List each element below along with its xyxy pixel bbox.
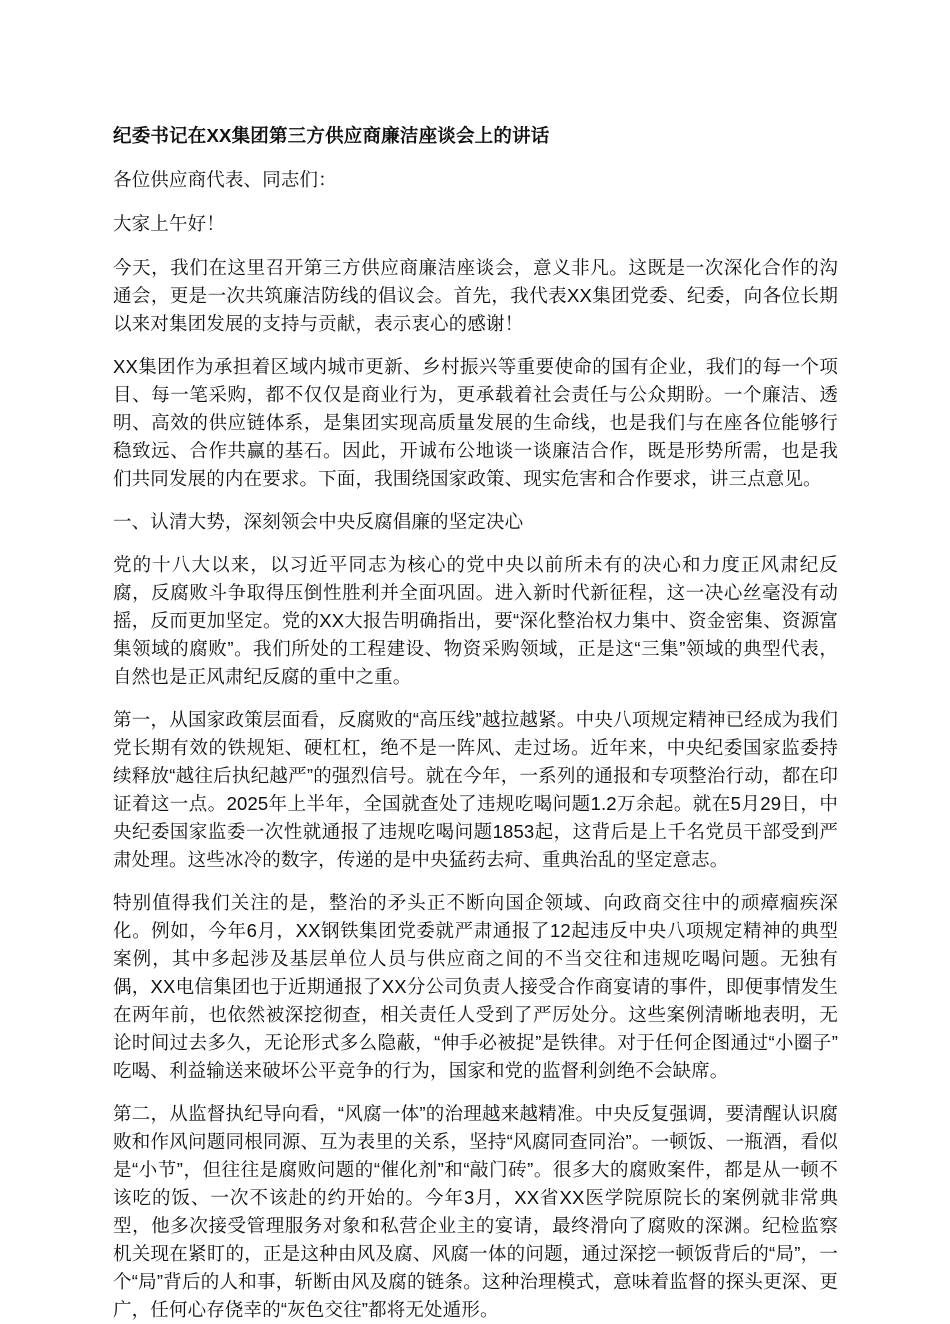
document-body bbox=[113, 254, 838, 1324]
document-title: 纪委书记在XX集团第三方供应商廉洁座谈会上的讲话 bbox=[113, 125, 550, 146]
body-paragraph: 今天，我们在这里召开第三方供应商廉洁座谈会，意义非凡。这既是一次深化合作的沟通会，更是一次共筑廉洁防线的倡议会。首先，我代表XX集团党委、纪委，向各位长期以来对集团发展的支持与贡献，表示衷心的感谢！ bbox=[113, 257, 838, 334]
body-paragraph: 特别值得我们关注的是，整治的矛头正不断向国企领域、向政商交往中的顽瘴痼疾深化。例如，今年6月，XX钢铁集团党委就严肃通报了12起违反中央八项规定精神的典型案例，其中多起涉及基层单位人员与供应商之间的不当交往和违规吃喝问题。无独有偶，XX电信集团也于近期通报了XX分公司负责人接受合作商宴请的事件，即便事情发生在两年前，也依然被深挖彻查，相关责任人受到了严厉处分。这些案例清晰地表明，无论时间过去多久，无论形式多么隐蔽，“伸手必被捉”是铁律。对于任何企图通过“小圈子”吃喝、利益输送来破坏公平竞争的行为，国家和党的监督利剑绝不会缺席。 bbox=[113, 892, 838, 1081]
salutation-line: 各位供应商代表、同志们： bbox=[113, 169, 337, 190]
body-paragraph: 第二，从监督执纪导向看，“风腐一体”的治理越来越精准。中央反复强调，要清醒认识腐败和作风问题同根同源、互为表里的关系，坚持“风腐同查同治”。一顿饭、一瓶酒，看似是“小节”，但往往是腐败问题的“催化剂”和“敲门砖”。很多大的腐败案件，都是从一顿不该吃的饭、一次不该赴的约开始的。今年3月，XX省XX医学院原院长的案例就非常典型，他多次接受管理服务对象和私营企业主的宴请，最终滑向了腐败的深渊。纪检监察机关现在紧盯的，正是这种由风及腐、风腐一体的问题，通过深挖一顿饭背后的“局”，一个“局”背后的人和事，斩断由风及腐的链条。这种治理模式，意味着监督的探头更深、更广，任何心存侥幸的“灰色交往”都将无处遁形。 bbox=[113, 1103, 838, 1320]
body-paragraph: 党的十八大以来，以习近平同志为核心的党中央以前所未有的决心和力度正风肃纪反腐，反腐败斗争取得压倒性胜利并全面巩固。进入新时代新征程，这一决心丝毫没有动摇，反而更加坚定。党的XX大报告明确指出，要“深化整治权力集中、资金密集、资源富集领域的腐败”。我们所处的工程建设、物资采购领域，正是这“三集”领域的典型代表，自然也是正风肃纪反腐的重中之重。 bbox=[113, 554, 838, 687]
body-paragraph: XX集团作为承担着区域内城市更新、乡村振兴等重要使命的国有企业，我们的每一个项目、每一笔采购，都不仅仅是商业行为，更承载着社会责任与公众期盼。一个廉洁、透明、高效的供应链体系，是集团实现高质量发展的生命线，也是我们与在座各位能够行稳致远、合作共赢的基石。因此，开诚布公地谈一谈廉洁合作，既是形势所需，也是我们共同发展的内在要求。下面，我围绕国家政策、现实危害和合作要求，讲三点意见。 bbox=[113, 356, 838, 489]
greeting-line: 大家上午好！ bbox=[113, 213, 225, 234]
body-paragraph: 第一，从国家政策层面看，反腐败的“高压线”越拉越紧。中央八项规定精神已经成为我们党长期有效的铁规矩、硬杠杠，绝不是一阵风、走过场。近年来，中央纪委国家监委持续释放“越往后执纪越严”的强烈信号。就在今年，一系列的通报和专项整治行动，都在印证着这一点。2025年上半年，全国就查处了违规吃喝问题1.2万余起。就在5月29日，中央纪委国家监委一次性就通报了违规吃喝问题1853起，这背后是上千名党员干部受到严肃处理。这些冰冷的数字，传递的是中央猛药去疴、重典治乱的坚定意志。 bbox=[113, 709, 838, 870]
section-heading: 一、认清大势，深刻领会中央反腐倡廉的坚定决心 bbox=[113, 511, 524, 532]
